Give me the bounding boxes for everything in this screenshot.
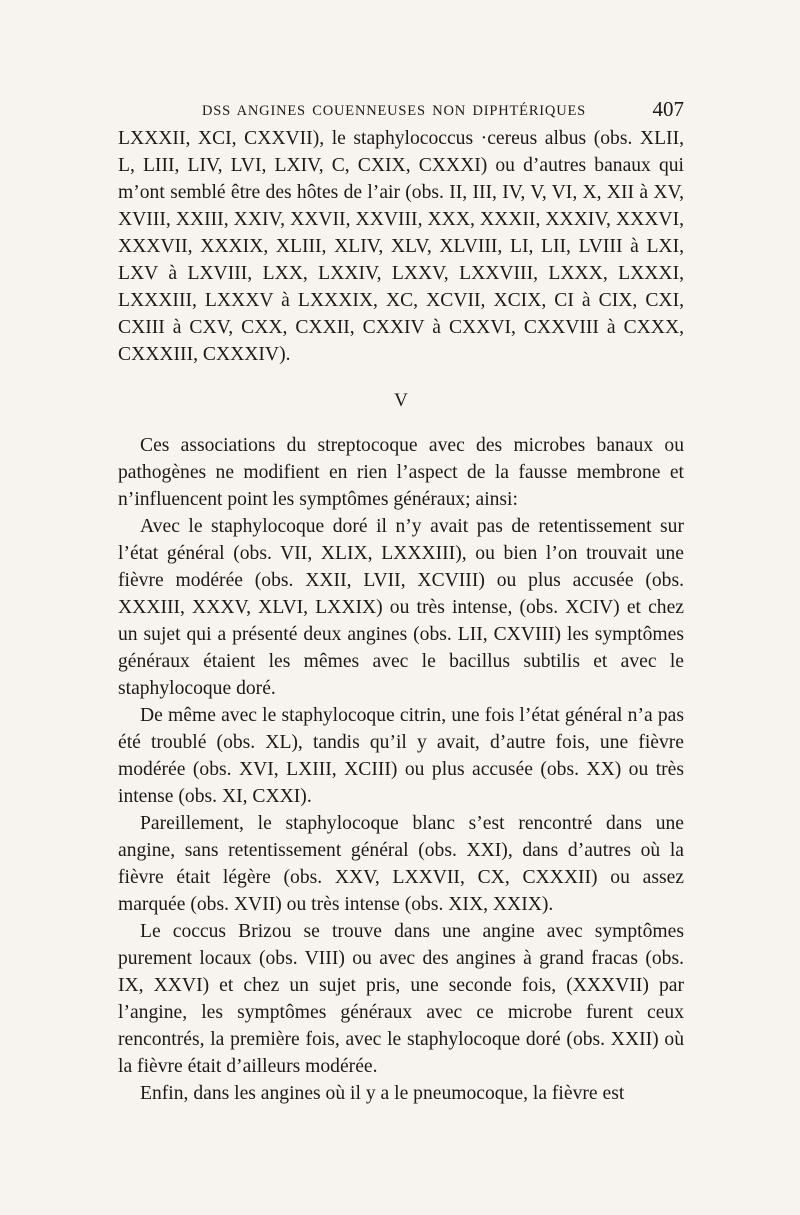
paragraph-2: Ces associations du streptocoque avec des microbes banaux ou pathogènes ne modifient en rien l’aspect de la fausse membrone et n’influencent point les symptômes généraux; ainsi: xyxy=(118,435,684,510)
paragraph-1: LXXXII, XCI, CXXVII), le staphylococcus ·cereus albus (obs. XLII, L, LIII, LIV, LVI, LXIV, C, CXIX, CXXXI) ou d’autres banaux qui m’ont semblé être des hôtes de l’air (obs. II, III, IV, V, VI, X, XII à XV, XVIII, XXIII, XXIV, XXVII, XXVIII, XXX, XXXII, XXXIV, XXXVI, XXXVII, XXXIX, XLIII, XLIV, XLV, XLVIII, LI, LII, LVIII à LXI, LXV à LXVIII, LXX, LXXIV, LXXV, LXXVIII, LXXX, LXXXI, LXXXIII, LXXXV à LXXXIX, XC, XCVII, XCIX, CI à CIX, CXI, CXIII à CXV, CXX, CXXII, CXXIV à CXXVI, CXXVIII à CXXX, CXXXIII, CXXXIV). xyxy=(118,128,684,365)
paragraph-6: Le coccus Brizou se trouve dans une angine avec symptômes purement locaux (obs. VIII) ou avec des angines à grand fracas (obs. IX, XXVI) et chez un sujet pris, une seconde fois, (XXXVII) par l’angine, les symptômes généraux avec ce microbe furent ceux rencontrés, la première fois, avec le staphylocoque doré (obs. XXII) où la fièvre était d’ailleurs modérée. xyxy=(118,921,684,1077)
paragraph-4: De même avec le staphylocoque citrin, une fois l’état général n’a pas été troublé (obs. XL), tandis qu’il y avait, d’autre fois, une fièvre modérée (obs. XVI, LXIII, XCIII) ou plus accusée (obs. XX) ou très intense (obs. XI, CXXI). xyxy=(118,705,684,807)
running-head xyxy=(118,94,684,128)
body-text xyxy=(118,125,684,1107)
paragraph-7: Enfin, dans les angines où il y a le pneumocoque, la fièvre est xyxy=(140,1083,625,1104)
page-number: 407 xyxy=(652,97,684,121)
paragraph-3: Avec le staphylocoque doré il n’y avait pas de retentissement sur l’état général (obs. VII, XLIX, LXXXIII), ou bien l’on trouvait une fièvre modérée (obs. XXII, LVII, XCVIII) ou plus accusée (obs. XXXIII, XXXV, XLVI, LXXIX) ou très intense, (obs. XCIV) et chez un sujet qui a présenté deux angines (obs. LII, CXVIII) les symptômes généraux étaient les mêmes avec le bacillus subtilis et avec le staphylocoque doré. xyxy=(118,516,684,699)
section-heading: V xyxy=(394,390,408,411)
running-title: DSS ANGINES COUENNEUSES NON DIPHTÉRIQUES xyxy=(202,103,586,119)
paragraph-5: Pareillement, le staphylocoque blanc s’est rencontré dans une angine, sans retentissement général (obs. XXI), dans d’autres où la fièvre était légère (obs. XXV, LXXVII, CX, CXXXII) ou assez marquée (obs. XVII) ou très intense (obs. XIX, XXIX). xyxy=(118,813,684,915)
